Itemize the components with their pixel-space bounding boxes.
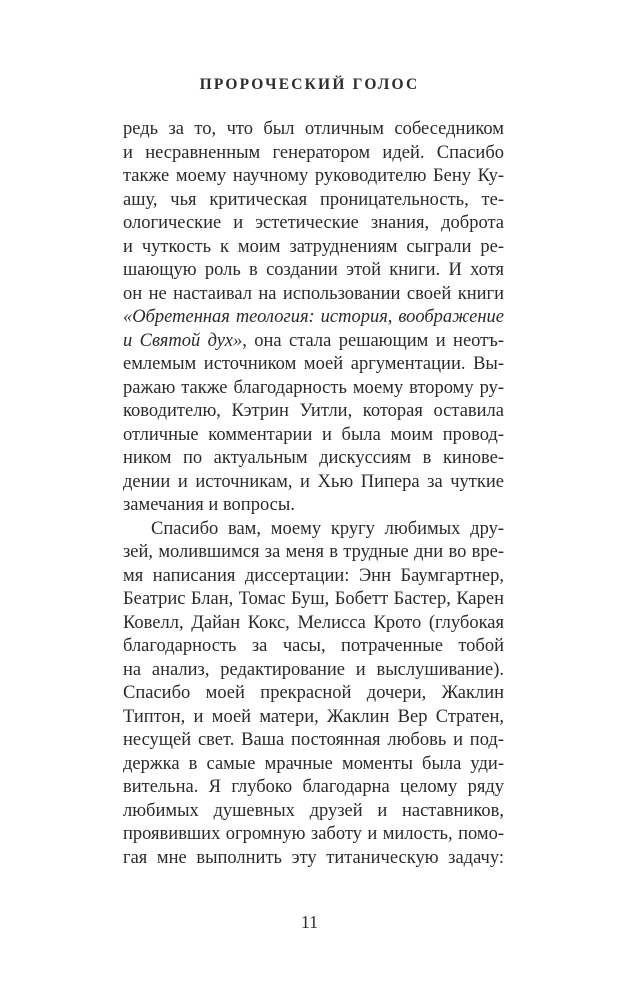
text-line — [123, 330, 504, 354]
text-line: благодарность за часы, потраченные тобой — [123, 636, 504, 656]
text-line: и чуткость к моим затруднениям сыграли ре- — [123, 236, 504, 257]
text-line: проявивших огромную заботу и милость, помо- — [123, 824, 504, 844]
page-number: 11 — [300, 912, 319, 932]
paragraph — [123, 518, 504, 871]
text-line: Ковелл, Дайан Кокс, Мелисса Крото (глубокая — [123, 612, 504, 633]
text-line: гая мне выполнить эту титаническую задачу: — [123, 847, 504, 868]
text-line: ником по актуальным дискуссиям в кинове- — [123, 448, 504, 468]
text-line: на анализ, редактирование и выслушивание). — [123, 659, 504, 680]
body-text — [123, 118, 504, 870]
text-line: ологические и эстетические знания, доброта — [123, 213, 504, 233]
text-line: любимых душевных друзей и наставников, — [123, 800, 504, 821]
text-line: несущей свет. Ваша постоянная любовь и под- — [123, 730, 504, 750]
text-fragment: , она стала решающим и неотъ- — [242, 330, 504, 351]
text-line: он не настаивал на использовании своей книги — [123, 283, 504, 304]
text-line: ководителю, Кэтрин Уитли, которая оставила — [123, 401, 504, 421]
text-line: Спасибо вам, моему кругу любимых дру- — [151, 518, 504, 539]
text-line: замечания и вопросы. — [123, 495, 295, 515]
text-line: Беатрис Блан, Томас Буш, Бобетт Бастер, Карен — [123, 589, 504, 609]
text-line: и несравненным генератором идей. Спасибо — [123, 142, 504, 163]
text-line: редь за то, что был отличным собеседником — [123, 119, 504, 139]
text-line: зей, молившимся за меня в трудные дни во вре- — [123, 542, 504, 562]
text-line: шающую роль в создании этой книги. И хотя — [123, 260, 504, 280]
text-line: отличные комментарии и была моим провод- — [123, 424, 504, 445]
text-line: также моему научному руководителю Бену Ку- — [123, 166, 504, 186]
text-line: держка в самые мрачные моменты была уди- — [123, 753, 504, 774]
text-line: вительна. Я глубоко благодарна целому ряду — [123, 777, 504, 797]
text-line: Типтон, и моей матери, Жаклин Вер Стратен, — [123, 706, 504, 727]
paragraph — [123, 118, 504, 518]
text-line: мя написания диссертации: Энн Баумгартнер, — [123, 565, 504, 586]
book-title-line: «Обретенная теология: история, воображение — [123, 307, 504, 327]
running-head: ПРОРОЧЕСКИЙ ГОЛОС — [199, 76, 420, 93]
text-line: ражаю также благодарность моему второму ру- — [123, 377, 504, 398]
text-line: дении и источникам, и Хью Пипера за чуткие — [123, 471, 504, 492]
text-line: ашу, чья критическая проницательность, те- — [123, 189, 504, 210]
text-line: Спасибо моей прекрасной дочери, Жаклин — [123, 683, 504, 703]
book-title-end: и Святой дух» — [123, 330, 243, 351]
text-line: емлемым источником моей аргументации. Вы- — [123, 354, 504, 374]
